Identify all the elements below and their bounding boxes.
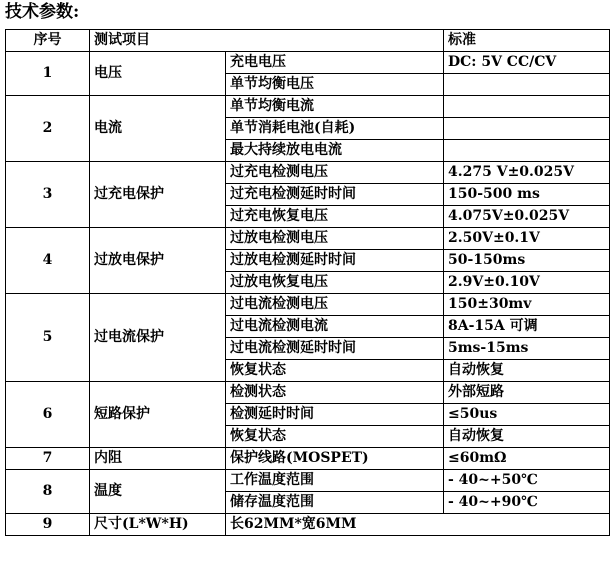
- table-header-row: [6, 30, 610, 52]
- standard-value: ≤60mΩ: [444, 448, 610, 470]
- table-row: [6, 448, 610, 470]
- standard-value: 4.275 V±0.025V: [444, 162, 610, 184]
- row-number: 8: [6, 470, 90, 514]
- standard-value: 自动恢复: [444, 426, 610, 448]
- standard-value: 50-150ms: [444, 250, 610, 272]
- standard-value: [444, 96, 610, 118]
- row-number: 4: [6, 228, 90, 294]
- table-row: [6, 294, 610, 316]
- test-item: 过充电检测延时时间: [226, 184, 444, 206]
- standard-value: [444, 118, 610, 140]
- row-number: 9: [6, 514, 90, 536]
- test-item: 单节均衡电流: [226, 96, 444, 118]
- test-item: 过电流检测电流: [226, 316, 444, 338]
- spec-table: [5, 29, 610, 536]
- header-standard: 标准: [444, 30, 610, 52]
- test-category: 过电流保护: [90, 294, 226, 382]
- test-item: 工作温度范围: [226, 470, 444, 492]
- table-row: [6, 52, 610, 74]
- test-category: 电流: [90, 96, 226, 162]
- test-item: 过放电检测延时时间: [226, 250, 444, 272]
- test-category: 电压: [90, 52, 226, 96]
- standard-value: 自动恢复: [444, 360, 610, 382]
- spec-table-body: [6, 30, 610, 536]
- row-number: 1: [6, 52, 90, 96]
- test-category: 过放电保护: [90, 228, 226, 294]
- test-item: 检测延时时间: [226, 404, 444, 426]
- test-item: 过放电检测电压: [226, 228, 444, 250]
- standard-value: 4.075V±0.025V: [444, 206, 610, 228]
- test-item: 保护线路(MOSPET): [226, 448, 444, 470]
- standard-value: 150±30mv: [444, 294, 610, 316]
- test-category: 尺寸(L*W*H): [90, 514, 226, 536]
- test-item: 过电流检测延时时间: [226, 338, 444, 360]
- test-item: 检测状态: [226, 382, 444, 404]
- table-row: [6, 228, 610, 250]
- test-category: 过充电保护: [90, 162, 226, 228]
- test-item: 过充电恢复电压: [226, 206, 444, 228]
- table-row: [6, 382, 610, 404]
- standard-value: 2.9V±0.10V: [444, 272, 610, 294]
- test-item: 储存温度范围: [226, 492, 444, 514]
- test-item: 过电流检测电压: [226, 294, 444, 316]
- test-item: 单节均衡电压: [226, 74, 444, 96]
- standard-value: [444, 74, 610, 96]
- standard-value: [444, 140, 610, 162]
- table-row: [6, 96, 610, 118]
- section-heading: 技术参数:: [5, 2, 80, 22]
- row-number: 7: [6, 448, 90, 470]
- standard-value: 外部短路: [444, 382, 610, 404]
- standard-value: 2.50V±0.1V: [444, 228, 610, 250]
- test-item: 单节消耗电池(自耗): [226, 118, 444, 140]
- test-category: 内阻: [90, 448, 226, 470]
- standard-value: ≤50us: [444, 404, 610, 426]
- standard-value: - 40~+90℃: [444, 492, 610, 514]
- standard-value: 150-500 ms: [444, 184, 610, 206]
- header-no: 序号: [6, 30, 90, 52]
- row-number: 6: [6, 382, 90, 448]
- test-item: 充电电压: [226, 52, 444, 74]
- header-test-item: 测试项目: [90, 30, 444, 52]
- test-item: 过充电检测电压: [226, 162, 444, 184]
- standard-value: 5ms-15ms: [444, 338, 610, 360]
- test-category: 温度: [90, 470, 226, 514]
- table-row: [6, 514, 610, 536]
- table-row: [6, 470, 610, 492]
- standard-value: DC: 5V CC/CV: [444, 52, 610, 74]
- test-category: 短路保护: [90, 382, 226, 448]
- standard-value: - 40~+50℃: [444, 470, 610, 492]
- row-number: 3: [6, 162, 90, 228]
- test-item: 恢复状态: [226, 360, 444, 382]
- table-row: [6, 162, 610, 184]
- merged-value: 长62MM*宽6MM: [226, 514, 610, 536]
- row-number: 5: [6, 294, 90, 382]
- test-item: 过放电恢复电压: [226, 272, 444, 294]
- standard-value: 8A-15A 可调: [444, 316, 610, 338]
- row-number: 2: [6, 96, 90, 162]
- test-item: 最大持续放电电流: [226, 140, 444, 162]
- test-item: 恢复状态: [226, 426, 444, 448]
